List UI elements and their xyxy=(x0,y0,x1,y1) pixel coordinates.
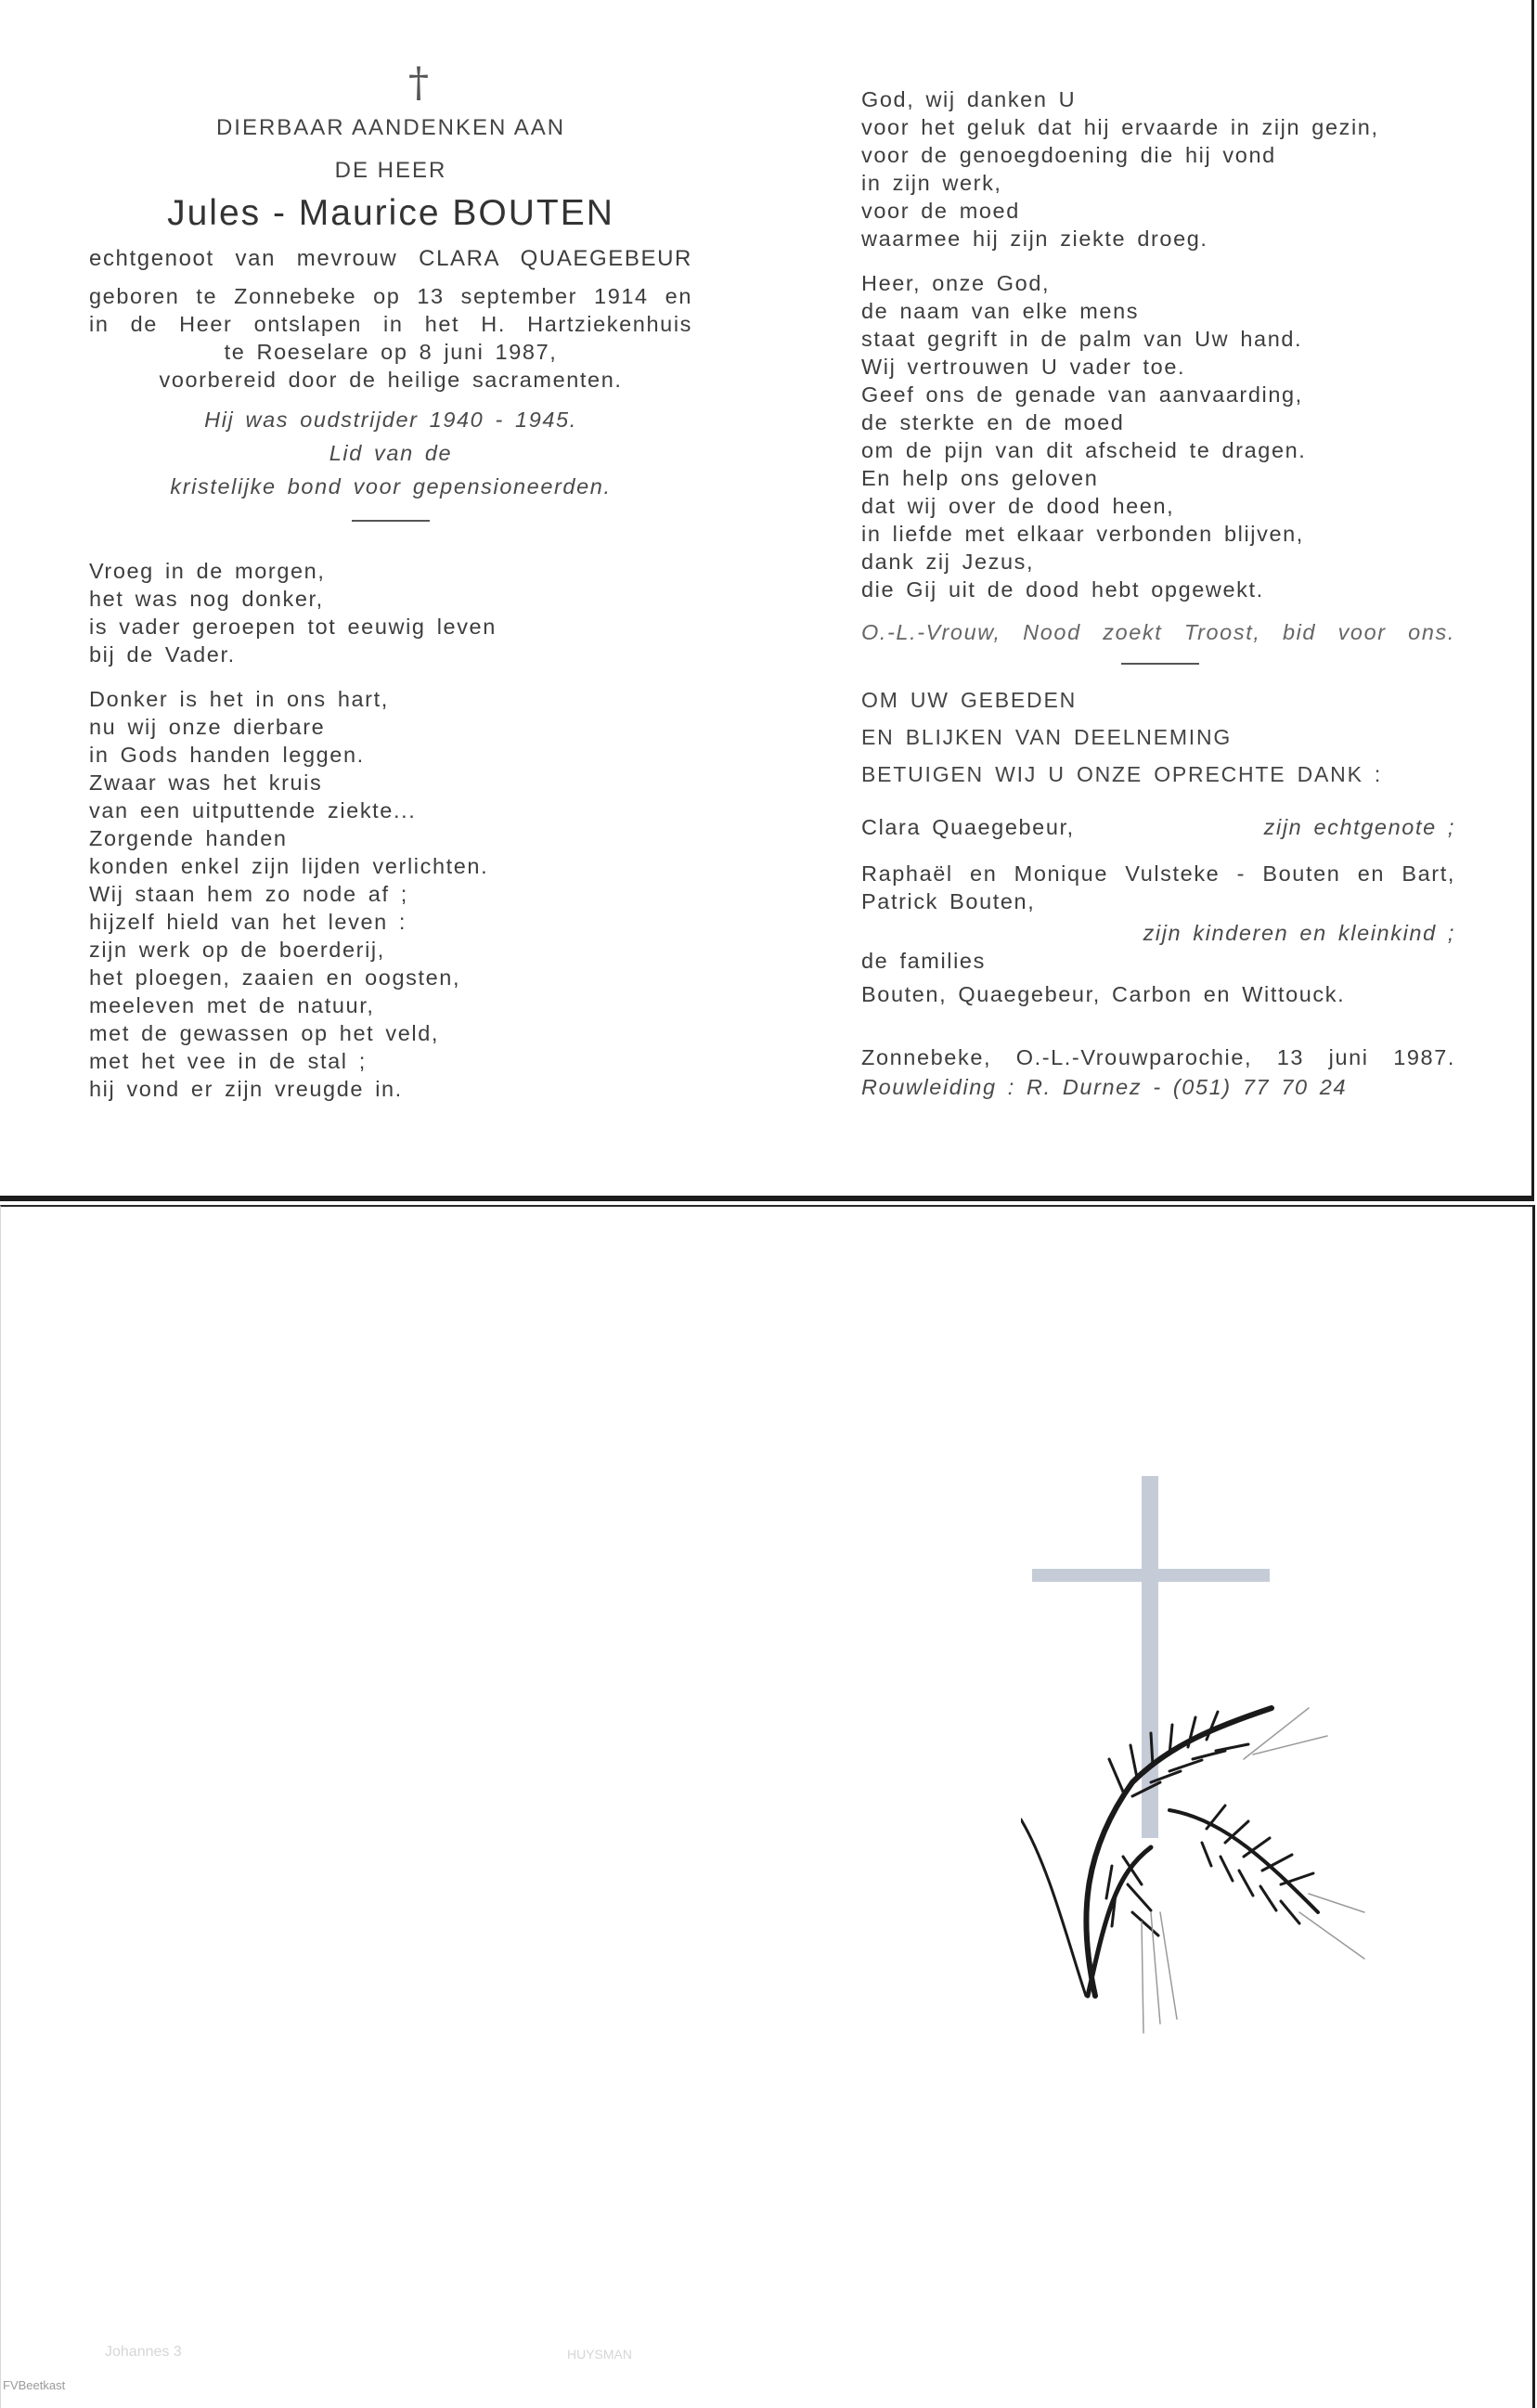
poem-line: Donker is het in ons hart, xyxy=(89,687,389,711)
cross-wheat-icon xyxy=(1021,1476,1374,2052)
bio-line: te Roeselare op 8 juni 1987, xyxy=(224,340,558,364)
cross-icon xyxy=(1032,1476,1270,1838)
left-column xyxy=(89,59,692,1103)
poem-line: hij vond er zijn vreugde in. xyxy=(89,1077,403,1101)
thanks-line: BETUIGEN WIJ U ONZE OPRECHTE DANK : xyxy=(861,762,1383,786)
prayer-line: voor het geluk dat hij ervaarde in zijn gezin, xyxy=(861,115,1379,139)
poem-line: Wij staan hem zo node af ; xyxy=(89,882,408,906)
prayer-line: in liefde met elkaar verbonden blijven, xyxy=(861,522,1304,546)
prayer-line: voor de moed xyxy=(861,199,1020,223)
prayer-line: Heer, onze God, xyxy=(861,271,1051,295)
watermark: FVBeetkast xyxy=(3,2378,66,2392)
poem-line: Zwaar was het kruis xyxy=(89,770,323,795)
faint-print-mid: HUYSMAN xyxy=(567,2347,633,2362)
cross-icon: † xyxy=(408,59,429,107)
wife-role: zijn echtgenote ; xyxy=(1263,815,1455,839)
faint-print-left: Johannes 3 xyxy=(105,2344,182,2360)
wheat-icon xyxy=(1021,1708,1364,2033)
prayer-line: staat gegrift in de palm van Uw hand. xyxy=(861,327,1303,351)
place-date: Zonnebeke, O.-L.-Vrouwparochie, 13 juni 1987. xyxy=(861,1045,1455,1069)
prayer-line: Geef ons de genade van aanvaarding, xyxy=(861,382,1303,407)
poem-line: is vader geroepen tot eeuwig leven xyxy=(89,615,497,639)
funeral-director: Rouwleiding : R. Durnez - (051) 77 70 24 xyxy=(861,1075,1348,1099)
prayer-line: de naam van elke mens xyxy=(861,299,1140,323)
families-label: de families xyxy=(861,949,986,973)
prayer-line: dank zij Jezus, xyxy=(861,550,1035,574)
prayer-first-stanza xyxy=(861,85,1455,252)
poem-line: konden enkel zijn lijden verlichten. xyxy=(89,854,489,878)
poem-line: het was nog donker, xyxy=(89,587,324,611)
spouse-line: echtgenoot van mevrouw CLARA QUAEGEBEUR xyxy=(89,246,692,271)
poem-line: in Gods handen leggen. xyxy=(89,743,365,767)
divider xyxy=(352,520,430,522)
thanks-line: EN BLIJKEN VAN DEELNEMING xyxy=(861,725,1233,749)
poem-line: met de gewassen op het veld, xyxy=(89,1021,440,1045)
heading-memory: DIERBAAR AANDENKEN AAN xyxy=(215,115,566,140)
poem-line: bij de Vader. xyxy=(89,642,236,667)
children-line: Raphaël en Monique Vulsteke - Bouten en Bart, xyxy=(861,861,1455,886)
association-line: kristelijke bond voor gepensioneerden. xyxy=(170,474,612,498)
prayer-line: waarmee hij zijn ziekte droeg. xyxy=(861,227,1208,251)
veteran-line: Hij was oudstrijder 1940 - 1945. xyxy=(204,408,577,432)
poem-first-stanza xyxy=(89,557,692,668)
bio-line: geboren te Zonnebeke op 13 september 1914 en xyxy=(89,284,692,308)
prayer-second-stanza xyxy=(861,269,1455,603)
poem-line: van een uitputtende ziekte... xyxy=(89,798,417,822)
poem-line: Zorgende handen xyxy=(89,826,288,850)
poem-line: nu wij onze dierbare xyxy=(89,715,326,739)
prayer-line: om de pijn van dit afscheid te dragen. xyxy=(861,438,1307,462)
prayer-line: En help ons geloven xyxy=(861,466,1099,490)
prayer-line: dat wij over de dood heen, xyxy=(861,494,1175,518)
bio-line: in de Heer ontslapen in het H. Hartziekenhuis xyxy=(89,312,692,336)
prayer-line: voor de genoegdoening die hij vond xyxy=(861,143,1276,167)
prayer-line: die Gij uit de dood hebt opgewekt. xyxy=(861,577,1264,602)
wife-name: Clara Quaegebeur, xyxy=(861,815,1075,839)
prayer-line: in zijn werk, xyxy=(861,171,1002,195)
prayer-line: de sterkte en de moed xyxy=(861,410,1125,434)
poem-line: zijn werk op de boerderij, xyxy=(89,938,385,962)
bio-line: voorbereid door de heilige sacramenten. xyxy=(159,368,623,392)
deceased-name: Jules - Maurice BOUTEN xyxy=(167,193,614,233)
divider xyxy=(1121,663,1199,665)
children-line: Patrick Bouten, xyxy=(861,889,1036,913)
thanks-line: OM UW GEBEDEN xyxy=(861,688,1078,712)
poem-line: hijzelf hield van het leven : xyxy=(89,910,407,934)
poem-line: Vroeg in de morgen, xyxy=(89,559,326,583)
prayer-line: God, wij danken U xyxy=(861,87,1077,111)
invocation-line: O.-L.-Vrouw, Nood zoekt Troost, bid voor ons. xyxy=(861,620,1455,644)
heading-mister: DE HEER xyxy=(334,158,447,183)
poem-line: met het vee in de stal ; xyxy=(89,1049,367,1073)
right-column xyxy=(861,85,1455,1101)
prayer-line: Wij vertrouwen U vader toe. xyxy=(861,355,1186,379)
poem-second-stanza xyxy=(89,685,692,1103)
member-line: Lid van de xyxy=(329,441,453,465)
families-names: Bouten, Quaegebeur, Carbon en Wittouck. xyxy=(861,982,1346,1006)
children-role: zijn kinderen en kleinkind ; xyxy=(1143,921,1455,945)
poem-line: het ploegen, zaaien en oogsten, xyxy=(89,965,461,990)
family-wife-row xyxy=(861,813,1455,841)
card-inner-spread xyxy=(0,0,1534,1201)
poem-line: meeleven met de natuur, xyxy=(89,993,375,1017)
